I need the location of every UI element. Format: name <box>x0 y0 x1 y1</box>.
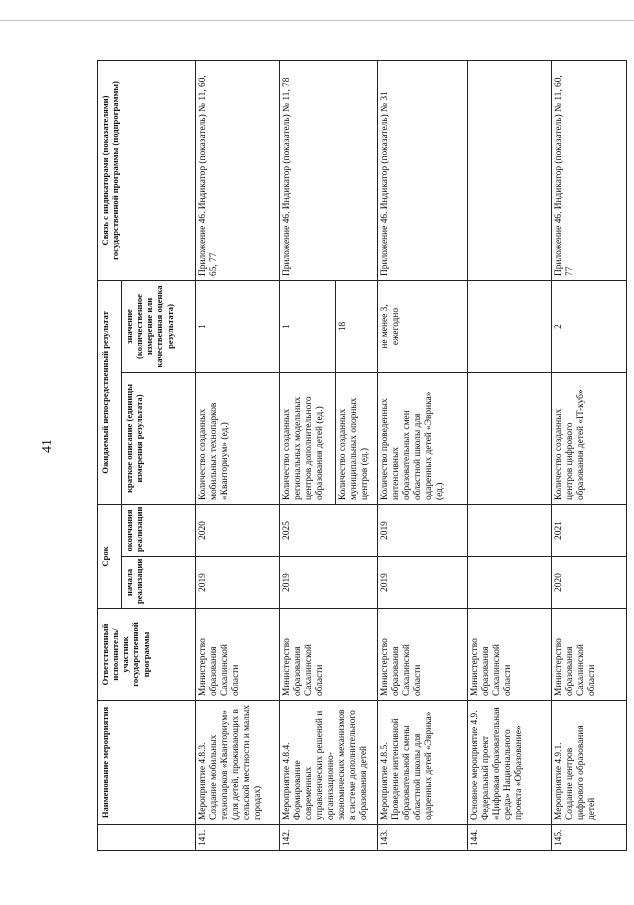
table-row <box>279 60 336 850</box>
row-result-desc: Количество созданных региональных модельных центров дополнительного образования детей (ед.) <box>279 372 336 504</box>
row-start <box>467 557 551 609</box>
row-result-value: 1 <box>196 280 280 372</box>
row-name: Мероприятие 4.8.4. Формирование современных управленческих решений и организационно-экономических механизмов в системе дополнительного образования детей <box>279 701 377 825</box>
row-end: 2025 <box>279 504 377 556</box>
program-measures-table <box>97 60 627 851</box>
row-num: 143. <box>377 825 467 851</box>
row-name: Основное мероприятие 4.9. Федеральный проект «Цифровая образовательная среда» Национального проекта «Образование» <box>467 701 551 825</box>
row-result-desc-2: Количество созданных муниципальных опорных центров (ед.) <box>336 372 378 504</box>
row-link: Приложение 46. Индикатор (показатель) № 31 <box>377 60 467 280</box>
row-start: 2019 <box>377 557 467 609</box>
row-result-value: 1 <box>279 280 336 372</box>
row-result-desc: Количество проведенных интенсивных образовательных смен областной школы для одаренных детей «Эврика» (ед.) <box>377 372 467 504</box>
row-responsible: Министерство образования Сахалинской области <box>467 609 551 701</box>
table-row <box>377 60 467 850</box>
header-link: Связь с индикаторами (показателями) государственной программы (подпрограммы) <box>98 60 196 280</box>
header-num <box>98 825 196 851</box>
row-result-desc: Количество созданных мобильных технопарков «Кванториум» (ед.) <box>196 372 280 504</box>
row-num: 142. <box>279 825 377 851</box>
row-result-value: 2 <box>551 280 626 372</box>
row-link: Приложение 46. Индикатор (показатель) № 11, 60, 77 <box>551 60 626 280</box>
row-link: Приложение 46. Индикатор (показатель) № 11, 78 <box>279 60 377 280</box>
table-row <box>551 60 626 850</box>
table-row <box>196 60 280 850</box>
row-name: Мероприятие 4.8.5. Проведение интенсивной образовательной смены областной школы для одаренных детей «Эврика» <box>377 701 467 825</box>
row-start: 2019 <box>279 557 377 609</box>
row-num: 144. <box>467 825 551 851</box>
row-responsible: Министерство образования Сахалинской области <box>196 609 280 701</box>
row-result-value <box>467 280 551 372</box>
header-result: Ожидаемый непосредственный результат <box>98 280 122 504</box>
row-name: Мероприятие 4.9.1. Создание центров цифрового образования детей <box>551 701 626 825</box>
row-start: 2020 <box>551 557 626 609</box>
row-result-value-2: 18 <box>336 280 378 372</box>
rotated-table-wrapper <box>97 61 627 851</box>
row-result-desc: Количество созданных центров цифрового образования детей «IT-куб» <box>551 372 626 504</box>
row-end: 2020 <box>196 504 280 556</box>
page-number: 41 <box>40 439 55 453</box>
header-term-end: окончания реализации <box>122 504 196 556</box>
header-term: Срок <box>98 504 122 608</box>
header-name: Наименование мероприятия <box>98 701 196 825</box>
row-end: 2019 <box>377 504 467 556</box>
row-result-value: не менее 3, ежегодно <box>377 280 467 372</box>
header-result-value: значение (количественное измерение или качественная оценка результата) <box>122 280 196 372</box>
row-end <box>467 504 551 556</box>
header-responsible: Ответственный исполнитель/участник государственной программы <box>98 609 196 701</box>
row-link: Приложение 46. Индикатор (показатель) № 11, 60, 65, 77 <box>196 60 280 280</box>
row-name: Мероприятие 4.8.3. Создание мобильных технопарков «Кванториум» (для детей, проживающих в сельской местности и малых городах) <box>196 701 280 825</box>
row-responsible: Министерство образования Сахалинской области <box>551 609 626 701</box>
row-num: 145. <box>551 825 626 851</box>
header-result-desc: краткое описание (единицы измерения результата) <box>122 372 196 504</box>
row-end: 2021 <box>551 504 626 556</box>
header-term-start: начала реализации <box>122 557 196 609</box>
row-responsible: Министерство образования Сахалинской области <box>279 609 377 701</box>
row-link <box>467 60 551 280</box>
scan-edge-line <box>0 20 634 21</box>
row-result-desc <box>467 372 551 504</box>
row-start: 2019 <box>196 557 280 609</box>
table-row <box>467 60 551 850</box>
row-num: 141. <box>196 825 280 851</box>
row-responsible: Министерство образования Сахалинской области <box>377 609 467 701</box>
